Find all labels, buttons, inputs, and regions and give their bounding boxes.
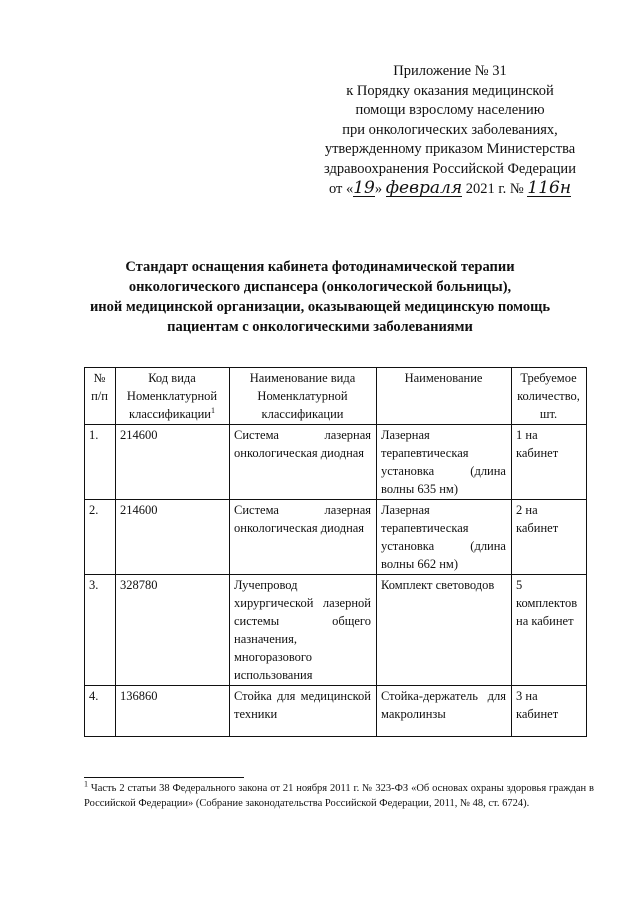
table-row [85, 575, 587, 686]
cell-quantity: 1 на кабинет [512, 425, 587, 500]
table-row [85, 500, 587, 575]
order-number: 116н [527, 177, 572, 198]
appendix-line: помощи взрослому населению [355, 102, 545, 119]
cell-code: 328780 [116, 575, 230, 686]
header-name: Наименование [377, 368, 512, 425]
header-number: № п/п [85, 368, 116, 425]
cell-type-name: Система лазерная онкологическая диодная [230, 500, 377, 575]
cell-name: Стойка-держатель для макролинзы [377, 686, 512, 737]
footnote-divider [84, 777, 244, 778]
appendix-line: при онкологических заболеваниях, [342, 121, 558, 138]
cell-number: 3. [85, 575, 116, 686]
cell-number: 2. [85, 500, 116, 575]
footnote-text: Часть 2 статьи 38 Федерального закона от 21 ноября 2011 г. № 323-ФЗ «Об основах охраны здоровья граждан в Российской Федерации» (Собрание законодательства Российской Федерации, 2011, № 48, ст. 6724). [84, 783, 594, 809]
header-type-name: Наименование вида Номенклатурной классификации [230, 368, 377, 425]
date-day: 19 [353, 177, 375, 198]
cell-code: 214600 [116, 500, 230, 575]
cell-quantity: 5 комплектов на кабинет [512, 575, 587, 686]
cell-type-name: Стойка для медицинской техники [230, 686, 377, 737]
order-date-line [300, 177, 600, 200]
appendix-line: утвержденному приказом Министерства [324, 141, 576, 158]
footnote-mark: 1 [84, 779, 88, 789]
title-line: онкологического диспансера (онкологической больницы), [128, 279, 512, 295]
cell-number: 1. [85, 425, 116, 500]
cell-type-name: Система лазерная онкологическая диодная [230, 425, 377, 500]
table-row [85, 686, 587, 737]
footnote-ref: 1 [210, 405, 215, 415]
appendix-line: здравоохранения Российской Федерации [324, 160, 576, 177]
cell-quantity: 3 на кабинет [512, 686, 587, 737]
cell-code: 214600 [116, 425, 230, 500]
equipment-table [84, 367, 587, 737]
table-row [85, 425, 587, 500]
date-month: февраля [385, 177, 463, 198]
cell-quantity: 2 на кабинет [512, 500, 587, 575]
cell-name: Комплект световодов [377, 575, 512, 686]
document-title [60, 257, 580, 337]
cell-name: Лазерная терапевтическая установка (длина волны 635 нм) [377, 425, 512, 500]
date-year: 2021 г. № [462, 180, 528, 197]
appendix-line: Приложение № 31 [393, 63, 507, 79]
date-prefix: от « [328, 180, 354, 197]
cell-code: 136860 [116, 686, 230, 737]
date-mid: » [374, 180, 386, 197]
appendix-line: к Порядку оказания медицинской [346, 82, 554, 99]
footnote [84, 779, 594, 811]
table-header-row [85, 368, 587, 425]
title-line: пациентам с онкологическими заболеваниями [167, 319, 473, 335]
header-code [116, 368, 230, 425]
cell-name: Лазерная терапевтическая установка (длина волны 662 нм) [377, 500, 512, 575]
cell-type-name: Лучепровод хирургической лазерной системы общего назначения, многоразового использования [230, 575, 377, 686]
header-quantity: Требуемое количество, шт. [512, 368, 587, 425]
cell-number: 4. [85, 686, 116, 737]
title-line: иной медицинской организации, оказывающей медицинскую помощь [89, 299, 551, 315]
appendix-header [300, 62, 600, 199]
header-code-text: Код вида Номенклатурной классификации [126, 371, 218, 421]
title-line: Стандарт оснащения кабинета фотодинамической терапии [125, 259, 515, 275]
